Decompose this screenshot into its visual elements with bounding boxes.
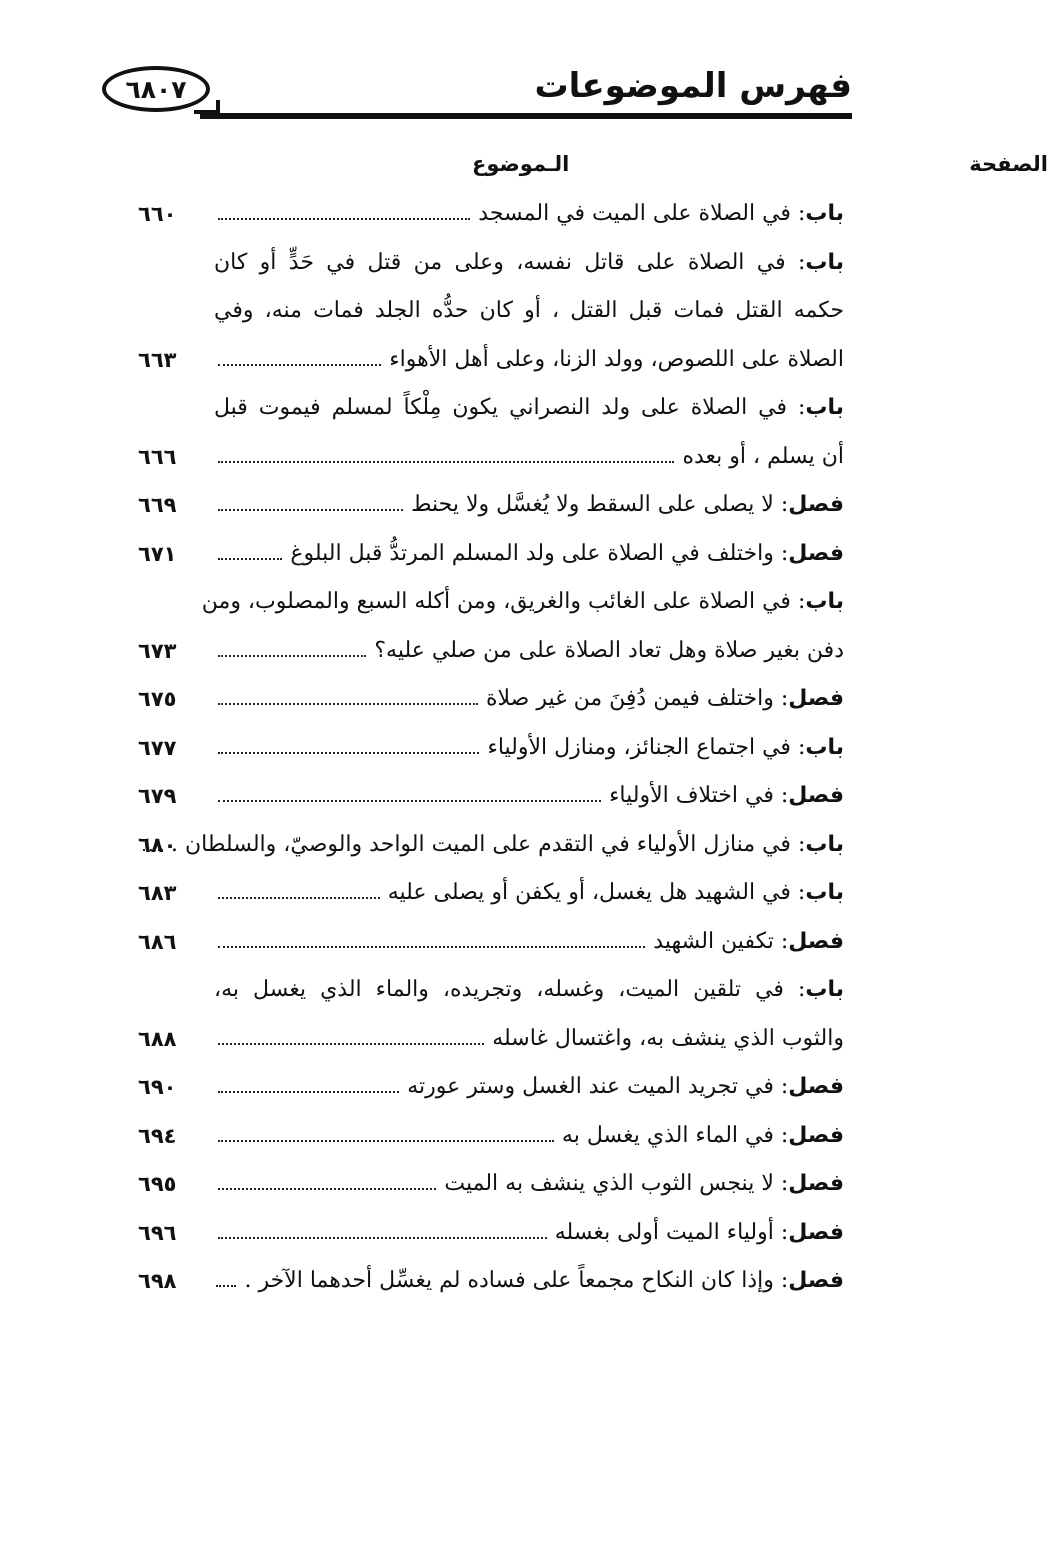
toc-line-text	[407, 1063, 844, 1111]
toc-line-text	[214, 977, 844, 1002]
entry-text: : في الماء الذي يغسل به	[561, 1122, 789, 1148]
toc-line	[214, 287, 844, 335]
toc-line	[214, 869, 844, 917]
entry-page-number: ٦٩٤	[138, 1123, 177, 1148]
entry-label: فصل	[788, 686, 844, 711]
toc-line-text	[562, 1112, 844, 1160]
entry-label: فصل	[788, 492, 844, 517]
toc-line	[214, 481, 844, 529]
toc-line	[171, 821, 844, 869]
toc-line	[214, 918, 844, 966]
toc-line-text	[555, 1209, 844, 1257]
toc-line-text	[444, 1160, 844, 1208]
toc-line	[214, 966, 844, 1014]
entry-label: فصل	[788, 1122, 844, 1148]
entry-label: باب	[805, 831, 844, 857]
toc-line-text	[290, 530, 844, 578]
entry-page-number: ٦٧٣	[138, 638, 177, 663]
toc-line	[214, 1160, 844, 1208]
toc-line	[214, 239, 844, 287]
dot-leader	[143, 849, 163, 851]
entry-text: : واختلف في الصلاة على ولد المسلم المرتدُّ قبل البلوغ	[290, 540, 789, 566]
toc-line-text	[244, 1257, 844, 1305]
entry-page-number: ٦٨٨	[138, 1026, 177, 1051]
entry-label: فصل	[788, 928, 844, 954]
toc-line-text	[214, 250, 844, 275]
toc-line-text	[374, 627, 844, 675]
toc-line-text	[202, 589, 844, 614]
toc-line	[214, 384, 844, 432]
dot-leader	[218, 655, 366, 657]
dot-leader	[218, 752, 479, 754]
toc-line-text	[492, 1015, 844, 1063]
toc-line-text	[214, 395, 844, 420]
entry-text: : في الصلاة على الميت في المسجد	[478, 201, 806, 226]
dot-leader	[216, 1285, 236, 1287]
toc-line	[201, 578, 844, 626]
entry-text: : تكفين الشهيد	[653, 928, 789, 954]
entry-label: باب	[805, 589, 844, 614]
entry-page-number: ٦٦٩	[138, 493, 177, 517]
dot-leader	[218, 703, 478, 705]
entry-label: باب	[805, 880, 844, 905]
dot-leader	[218, 364, 381, 366]
entry-label: باب	[805, 201, 844, 226]
toc-line-text	[388, 869, 844, 917]
entry-text: : وإذا كان النكاح مجمعاً على فساده لم يغسِّل أحدهما الآخر .	[244, 1268, 789, 1293]
page-number-badge: ٦٨٠٧	[102, 66, 210, 112]
entry-label: فصل	[788, 1074, 844, 1099]
toc-line	[214, 627, 844, 675]
dot-leader	[218, 509, 403, 511]
entry-text: : في الصلاة على الغائب والغريق، ومن أكله السبع والمصلوب، ومن	[201, 589, 806, 614]
dot-leader	[218, 1237, 547, 1239]
toc-line	[214, 1112, 844, 1160]
entry-label: فصل	[788, 1171, 844, 1196]
entry-label: فصل	[788, 1219, 844, 1245]
entry-page-number: ٦٩٨	[138, 1269, 177, 1293]
toc-line	[214, 530, 844, 578]
entry-text: : لا ينجس الثوب الذي ينشف به الميت	[444, 1171, 789, 1196]
entry-page-number: ٦٩٠	[138, 1075, 177, 1099]
dot-leader	[218, 1091, 399, 1093]
header-title: فهرس الموضوعات	[534, 66, 852, 106]
toc-line-text	[609, 772, 844, 820]
entry-page-number: ٦٩٥	[138, 1172, 177, 1196]
entry-page-number: ٦٧٥	[138, 687, 177, 711]
toc-line-text	[171, 821, 844, 869]
toc-line	[214, 1015, 844, 1063]
dot-leader	[218, 218, 470, 220]
entry-page-number: ٦٦٦	[138, 444, 177, 469]
entry-label: فصل	[788, 1268, 844, 1293]
entry-text: : في تجريد الميت عند الغسل وستر عورته	[407, 1074, 789, 1099]
dot-leader	[218, 897, 380, 899]
entry-text: والثوب الذي ينشف به، واغتسال غاسله	[492, 1025, 844, 1051]
entry-page-number: ٦٦٣	[138, 347, 177, 372]
toc-line	[214, 1209, 844, 1257]
toc-line-text	[486, 675, 844, 723]
entry-text: : في منازل الأولياء في التقدم على الميت الواحد والوصيّ، والسلطان .	[171, 831, 806, 857]
entry-page-number: ٦٧٧	[138, 735, 177, 760]
entry-text: : واختلف فيمن دُفِنَ من غير صلاة	[486, 686, 789, 711]
entry-text: : في اختلاف الأولياء	[609, 783, 789, 808]
entry-label: باب	[805, 249, 844, 275]
entry-text: حكمه القتل فمات قبل القتل ، أو كان حدُّه الجلد فمات منه، وفي	[214, 298, 844, 323]
toc-line-text	[214, 298, 844, 323]
entry-page-number: ٦٩٦	[138, 1220, 177, 1245]
dot-leader	[218, 800, 601, 802]
toc-line	[214, 190, 844, 238]
entry-text: : في اجتماع الجنائز، ومنازل الأولياء	[487, 734, 806, 760]
toc-line-text	[389, 336, 844, 384]
entry-page-number: ٦٦٠	[138, 202, 177, 226]
dot-leader	[218, 1140, 554, 1142]
page-header	[100, 58, 852, 124]
entry-page-number: ٦٨٣	[138, 881, 177, 905]
header-rule	[200, 113, 852, 119]
dot-leader	[218, 461, 674, 463]
toc-line	[214, 433, 844, 481]
entry-label: باب	[805, 977, 844, 1002]
entry-label: باب	[805, 395, 844, 420]
entry-text: : لا يصلى على السقط ولا يُغسَّل ولا يحنط	[411, 492, 789, 517]
entry-page-number: ٦٨٦	[138, 929, 177, 954]
toc-line	[214, 675, 844, 723]
entry-text: : أولياء الميت أولى بغسله	[554, 1219, 789, 1245]
entry-page-number: ٦٧١	[138, 541, 177, 566]
dot-leader	[218, 558, 282, 560]
toc-line	[214, 336, 844, 384]
entry-page-number: ٦٧٩	[138, 784, 177, 808]
toc-line	[214, 1063, 844, 1111]
toc-line	[214, 1257, 844, 1305]
dot-leader	[218, 1043, 484, 1045]
entry-text: : في الصلاة على قاتل نفسه، وعلى من قتل في حَدٍّ أو كان	[214, 249, 806, 275]
column-heading-page: الصفحة	[969, 152, 1048, 176]
entry-text: : في الشهيد هل يغسل، أو يكفن أو يصلى عليه	[387, 880, 806, 905]
column-heading-topic: الـموضوع	[472, 152, 570, 176]
toc-line-text	[487, 724, 844, 772]
entry-label: باب	[805, 734, 844, 760]
entry-text: أن يسلم ، أو بعده	[682, 443, 844, 469]
toc-line-text	[682, 433, 844, 481]
toc-line-text	[478, 190, 844, 238]
entry-label: فصل	[788, 783, 844, 808]
entry-text: : في الصلاة على ولد النصراني يكون مِلْكاً لمسلم فيموت قبل	[214, 395, 806, 420]
entry-text: الصلاة على اللصوص، وولد الزنا، وعلى أهل الأهواء	[389, 346, 844, 372]
dot-leader	[218, 946, 645, 948]
entry-text: : في تلقين الميت، وغسله، وتجريده، والماء الذي يغسل به،	[214, 977, 806, 1002]
toc-line	[214, 724, 844, 772]
toc-line	[214, 772, 844, 820]
entry-text: دفن بغير صلاة وهل تعاد الصلاة على من صلي عليه؟	[374, 637, 844, 663]
toc-line-text	[653, 918, 844, 966]
entry-page-number: ٦٨٠	[138, 832, 177, 857]
entry-label: فصل	[788, 540, 844, 566]
toc-line-text	[411, 481, 844, 529]
dot-leader	[218, 1188, 436, 1190]
